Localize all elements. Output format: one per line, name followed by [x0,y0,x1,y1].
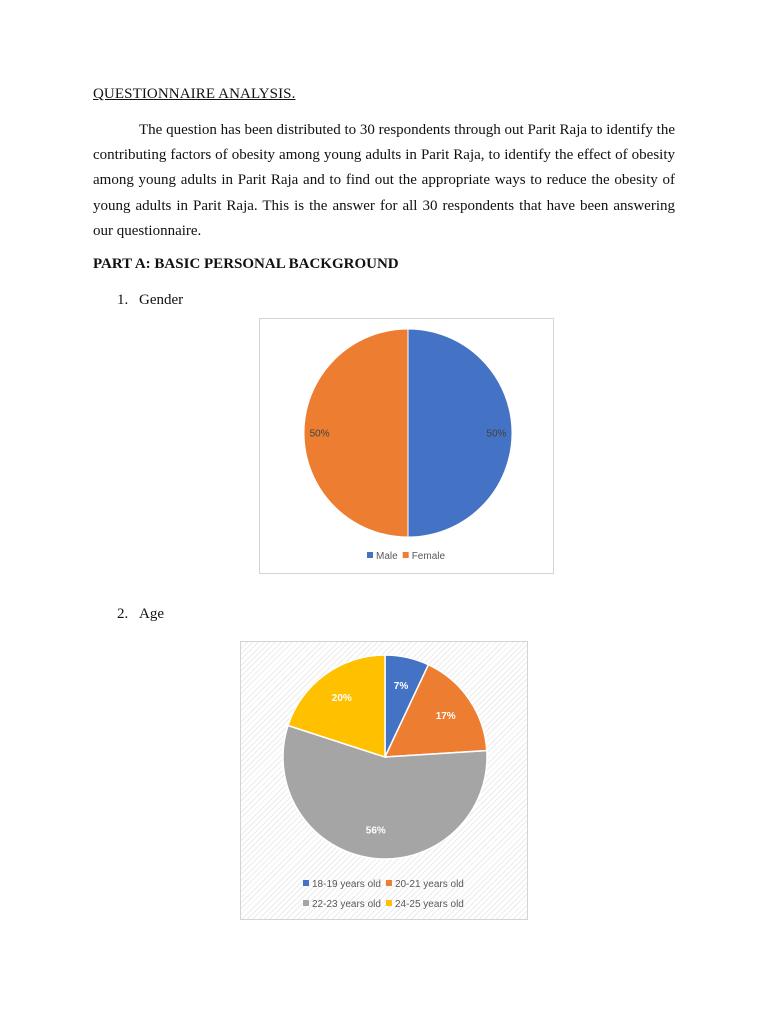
legend-swatch-24-25-years-old [386,900,392,906]
legend-label-20-21-years-old: 20-21 years old [394,879,464,890]
legend-swatch-female [403,552,409,558]
legend-swatch-18-19-years-old [303,880,309,886]
legend-label-male: Male [376,551,398,562]
intro-paragraph: The question has been distributed to 30 respondents through out Parit Raja to identify the contributing factors of obesity among young adults in Parit Raja, to identify the effect of obesity among young adults in Parit Raja and to find out the appropriate ways to reduce the obesity of young adults in Parit Raja. This is the answer for all 30 respondents that have been answering our questionnaire. [93,122,675,239]
legend-label-22-23-years-old: 22-23 years old [312,899,381,910]
list-item-gender [117,292,183,309]
age-pie-chart [240,641,528,920]
list-item-number: 2. [117,606,129,622]
data-label-20-21-years-old: 17% [435,711,456,723]
legend-swatch-male [367,552,373,558]
gender-pie-chart [259,318,554,574]
legend-label-24-25-years-old: 24-25 years old [394,899,464,910]
data-label-24-25-years-old: 20% [331,693,352,705]
list-item-label: Gender [139,292,184,308]
legend-label-18-19-years-old: 18-19 years old [312,879,381,890]
list-item-label: Age [139,606,164,622]
age-pie-svg [241,642,529,921]
data-label-female: 50% [309,428,330,440]
document-title: QUESTIONNAIRE ANALYSIS. [93,86,296,102]
data-label-male: 50% [486,428,507,440]
data-label-22-23-years-old: 56% [365,825,386,837]
list-item-age [117,606,164,623]
section-heading: PART A: BASIC PERSONAL BACKGROUND [93,256,399,272]
legend-label-female: Female [411,551,446,562]
list-item-number: 1. [117,292,129,308]
data-label-18-19-years-old: 7% [393,680,409,692]
gender-pie-svg [260,319,555,575]
legend-swatch-20-21-years-old [386,880,392,886]
legend-swatch-22-23-years-old [303,900,309,906]
